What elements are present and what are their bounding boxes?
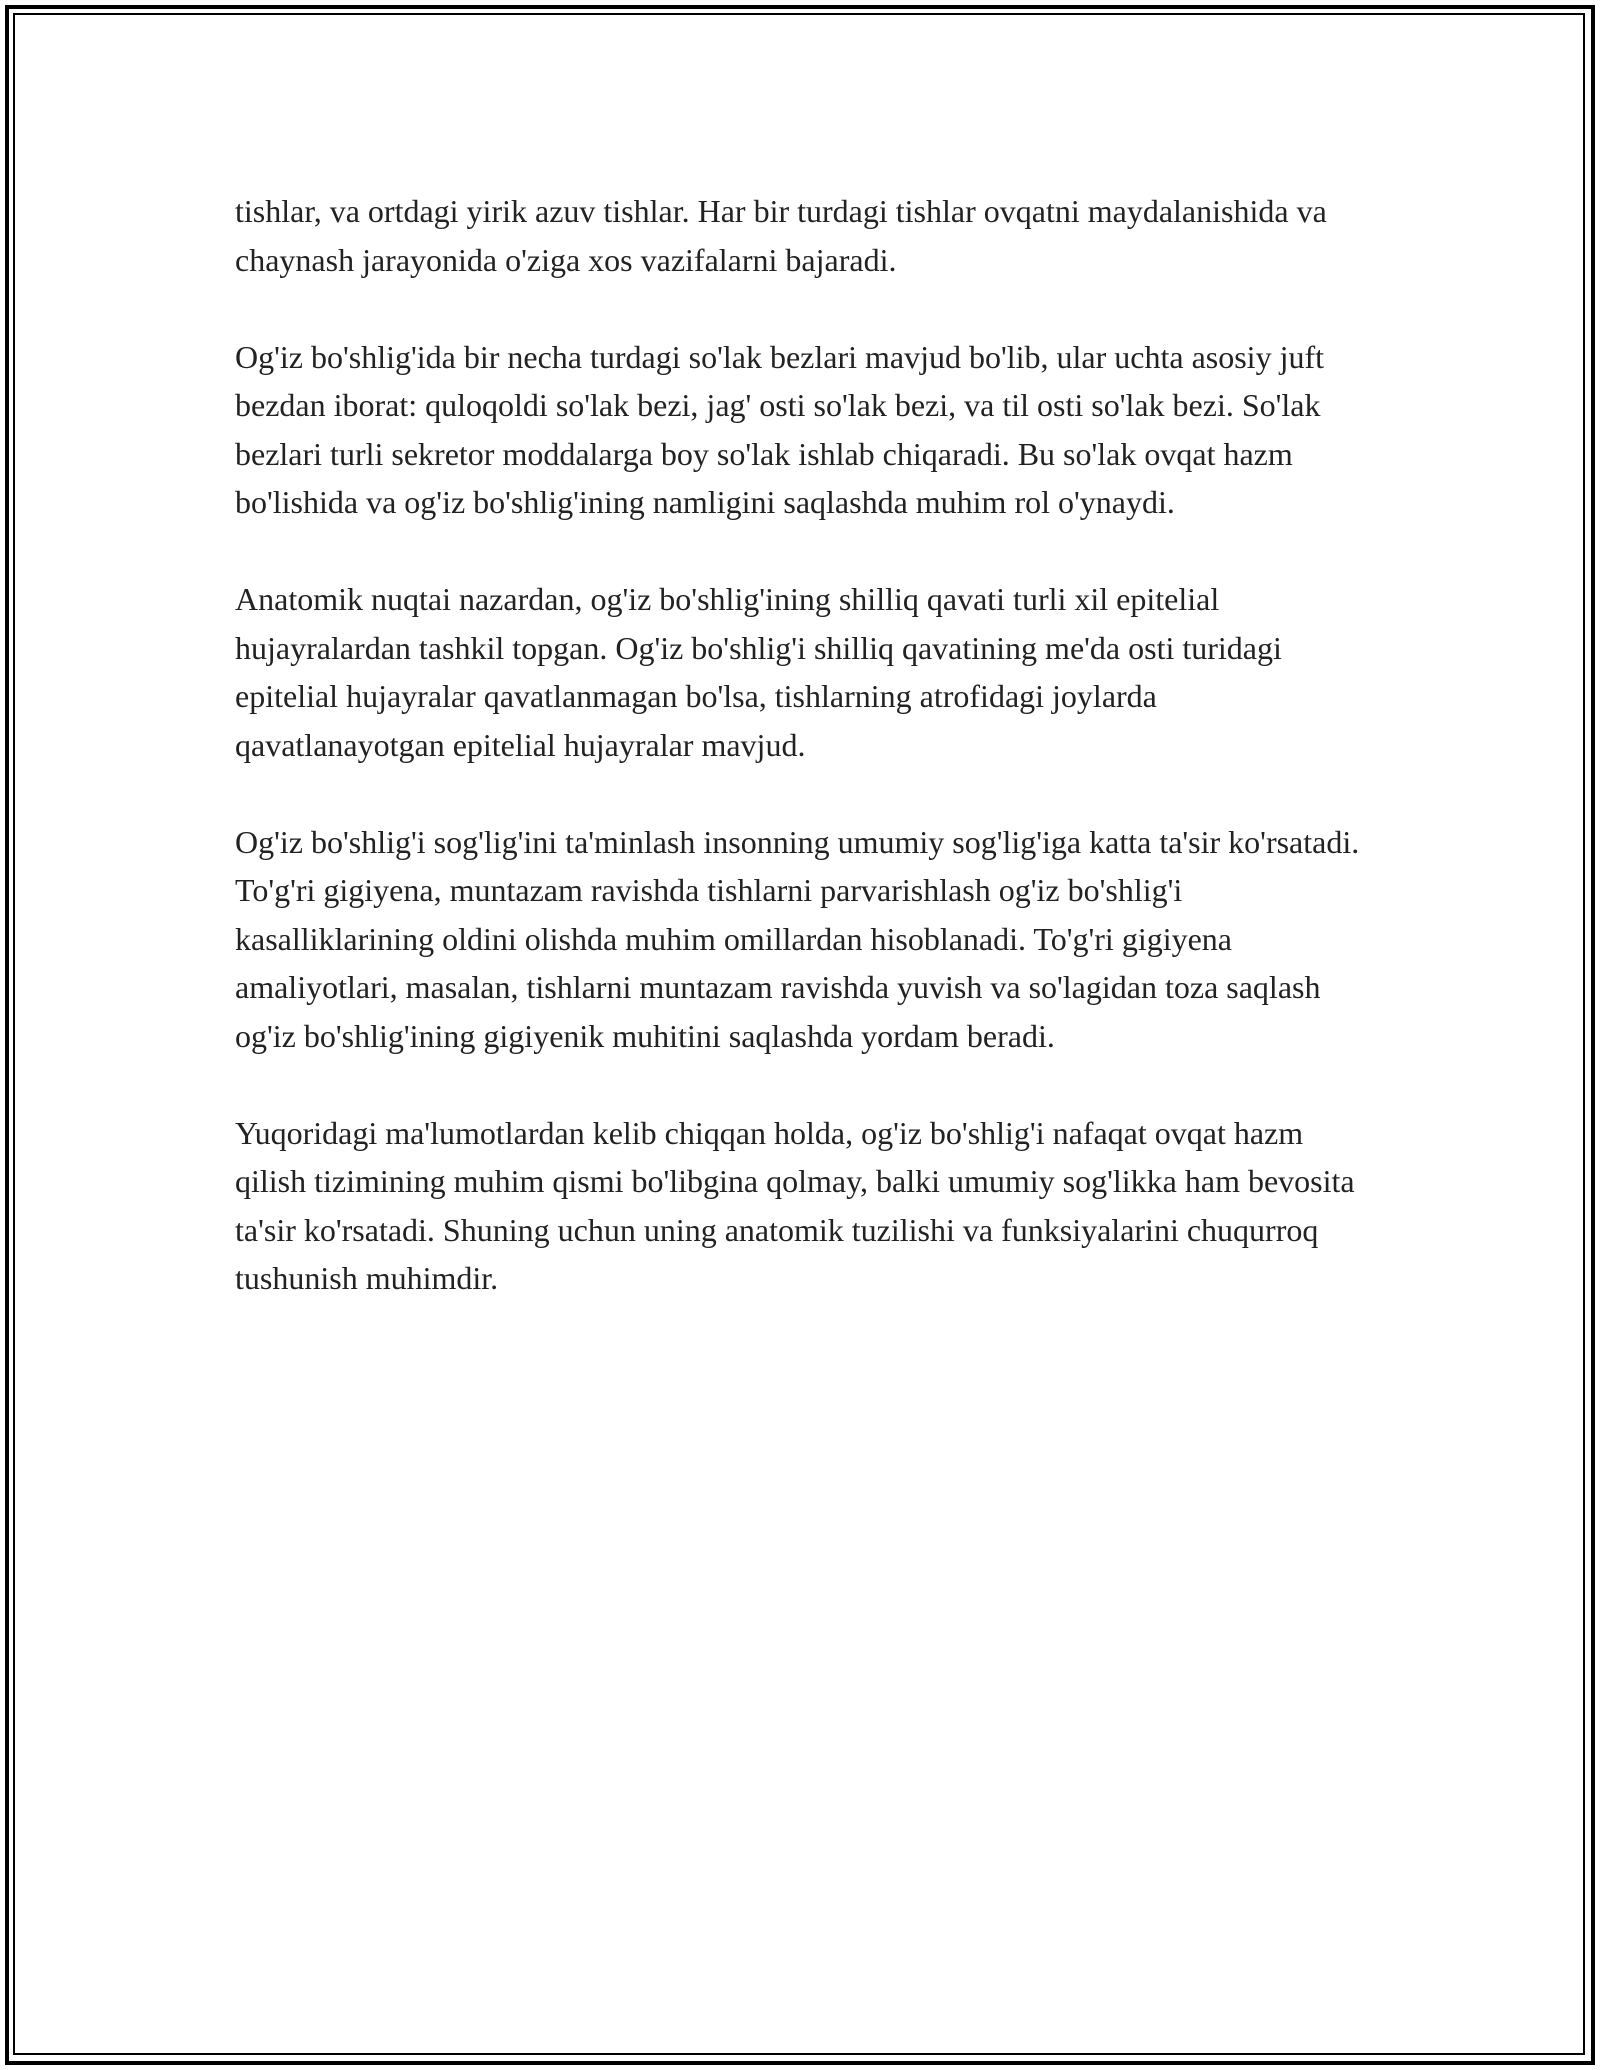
paragraph-mucosa-anatomy: Anatomik nuqtai nazardan, og'iz bo'shlig'ining shilliq qavati turli xil epitelial hujayralardan tashkil topgan. Og'iz bo'shlig'i shilliq qavatining me'da osti turidagi epitelial hujayralar qavatlanmagan bo'lsa, tishlarning atrofidagi joylarda qavatlanayotgan epitelial hujayralar mavjud. [235,581,1282,763]
document-body [235,187,1365,1303]
paragraph-oral-hygiene: Og'iz bo'shlig'i sog'lig'ini ta'minlash insonning umumiy sog'lig'iga katta ta'sir ko'rsatadi. To'g'ri gigiyena, muntazam ravishda tishlarni parvarishlash og'iz bo'shlig'i kasalliklarining oldini olishda muhim omillardan hisoblanadi. To'g'ri gigiyena amaliyotlari, masalan, tishlarni muntazam ravishda yuvish va so'lagidan toza saqlash og'iz bo'shlig'ining gigiyenik muhitini saqlashda yordam beradi. [235,823,1360,1054]
paragraph-salivary-glands: Og'iz bo'shlig'ida bir necha turdagi so'lak bezlari mavjud bo'lib, ular uchta asosiy juft bezdan iborat: quloqoldi so'lak bezi, jag' osti so'lak bezi, va til osti so'lak bezi. So'lak bezlari turli sekretor moddalarga boy so'lak ishlab chiqaradi. Bu so'lak ovqat hazm bo'lishida va og'iz bo'shlig'ining namligini saqlashda muhim rol o'ynaydi. [235,338,1324,520]
paragraph-conclusion: Yuqoridagi ma'lumotlardan kelib chiqqan holda, og'iz bo'shlig'i nafaqat ovqat hazm qilish tizimining muhim qismi bo'libgina qolmay, balki umumiy sog'likka ham bevosita ta'sir ko'rsatadi. Shuning uchun uning anatomik tuzilishi va funksiyalarini chuqurroq tushunish muhimdir. [235,1114,1355,1296]
paragraph-teeth-types: tishlar, va ortdagi yirik azuv tishlar. Har bir turdagi tishlar ovqatni maydalanishida va chaynash jarayonida o'ziga xos vazifalarni bajaradi. [235,193,1327,278]
